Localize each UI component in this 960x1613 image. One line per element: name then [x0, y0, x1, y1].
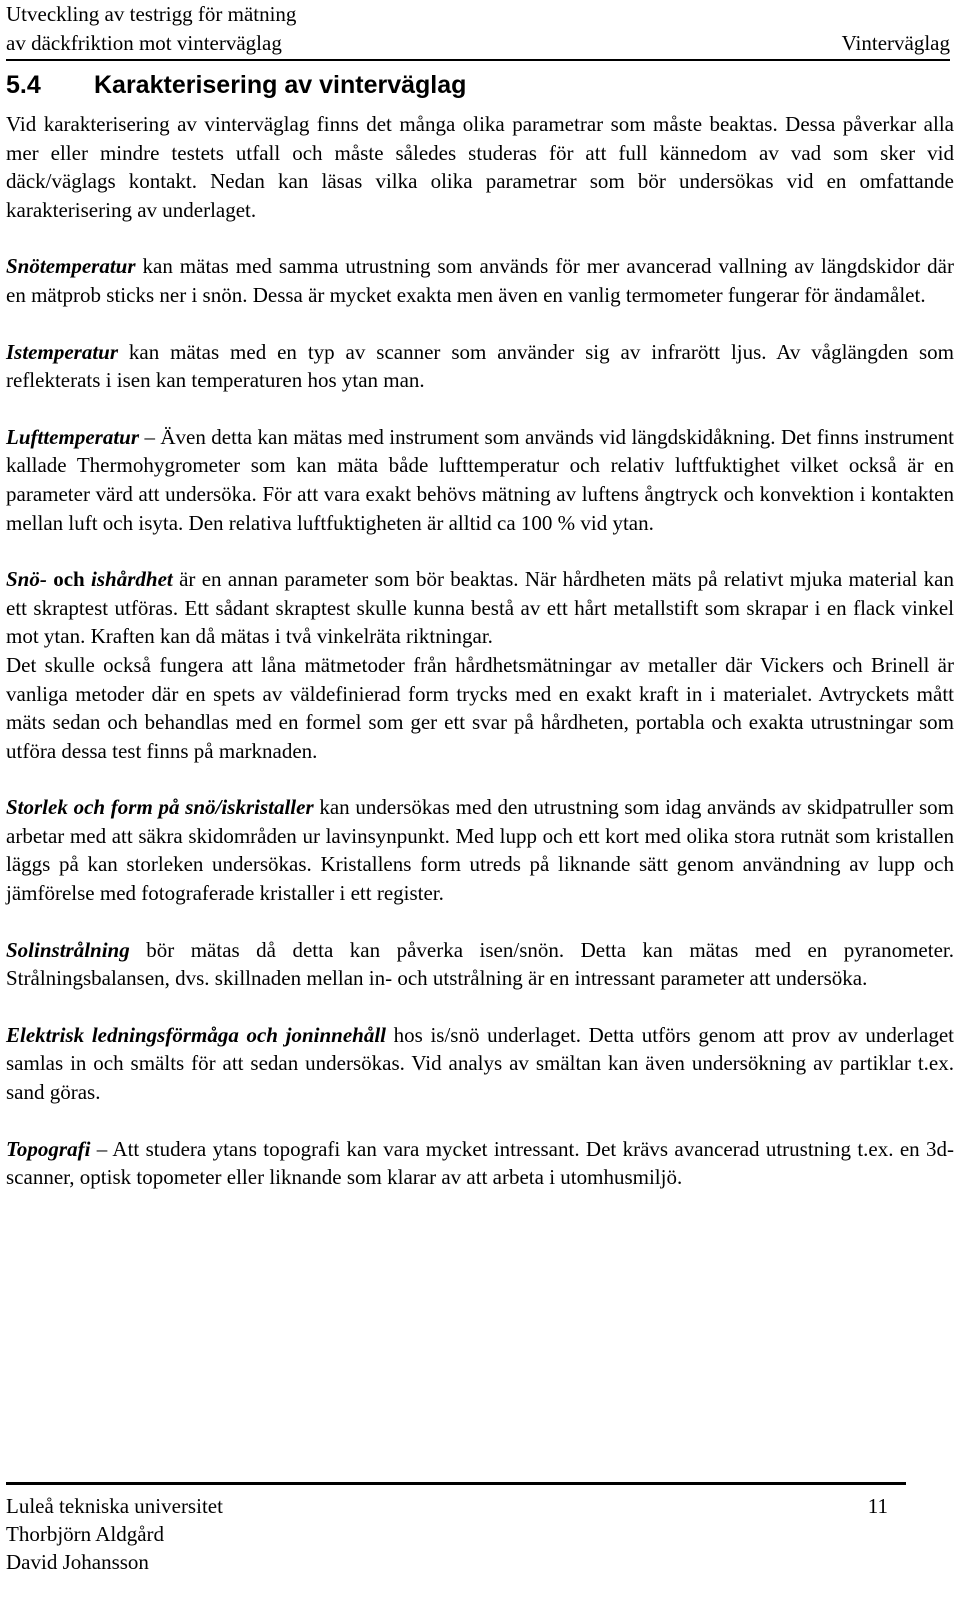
paragraph-snow-temperature [6, 252, 954, 309]
paragraph-conductivity [6, 1021, 954, 1107]
text-crystals: kan undersökas med den utrustning som idag används av skidpatruller som arbetar med att säkra skidområden ur lavinsynpunkt. Med lupp och ett kort med olika stora rutnät som kristallen läggs på kan storleken undersökas. Kristallens form utreds på liknande sätt genom användning av lupp och jämförelse med fotograferade kristaller i ett register. [6, 795, 954, 906]
text-hardness: är en annan parameter som bör beaktas. När hårdheten mäts på relativt mjuka material kan ett skraptest utföras. Ett sådant skraptest skulle kunna bestå av ett hårt metallstift som skrapar i en flack vinkel mot ytan. Kraften kan då mätas i två vinkelräta riktningar. [6, 567, 955, 649]
header-chapter: Vinterväglag [841, 31, 950, 55]
paragraph-air-temperature [6, 423, 954, 537]
header-title-line-1: Utveckling av testrigg för mätning [6, 2, 297, 26]
term-topography: Topografi [6, 1136, 91, 1161]
text-air-temperature: – Även detta kan mätas med instrument som används vid längdskidåkning. Det finns instrument kallade Thermohygrometer som kan mäta både lufttemperatur och relativ luftfuktighet vilket också är en parameter värd att undersöka. För att vara exakt behövs mätning av luftens ångtryck och konvektion i kontakten mellan luft och isyta. Den relativa luftfuktigheten är alltid ca 100 % vid ytan. [6, 424, 954, 535]
paragraph-radiation [6, 936, 954, 993]
term-snow-hardness: Snö- [6, 567, 47, 592]
paragraph-hardness [6, 565, 954, 651]
text-ice-temperature: kan mätas med en typ av scanner som använder sig av infrarött ljus. Av våglängden som reflekterats i isen kan temperaturen hos ytan man. [6, 339, 954, 393]
page-footer [6, 1482, 906, 1576]
page-number: 11 [867, 1494, 888, 1518]
text-radiation: bör mätas då detta kan påverka isen/snön. Detta kan mätas med en pyranometer. Strålningsbalansen, dvs. skillnaden mellan in- och utstrålning är en intressant parameter att undersöka. [6, 937, 954, 991]
text-snow-temperature: kan mätas med samma utrustning som används för mer avancerad vallning av längdskidor där en mätprob sticks ner i snön. Dessa är mycket exakta men även en vanlig termometer fungerar för ändamålet. [6, 254, 954, 307]
paragraph-topography [6, 1135, 954, 1192]
text-conductivity: hos is/snö underlaget. Detta utförs genom att prov av underlaget samlas in och smälts för att sedan undersökas. Vid analys av smältan kan även undersökning av partiklar t.ex. sand göras. [6, 1022, 954, 1105]
section-heading [6, 70, 466, 100]
term-ice-hardness: ishårdhet [91, 567, 173, 592]
footer-institution: Luleå tekniska universitet [6, 1494, 223, 1518]
paragraph-crystals [6, 793, 954, 907]
running-header [6, 0, 950, 61]
document-page [6, 0, 956, 1613]
footer-author-1: Thorbjörn Aldgård [6, 1522, 165, 1546]
term-crystals: Storlek och form på snö/iskristaller [6, 795, 314, 820]
paragraph-intro: Vid karakterisering av vinterväglag finns det många olika parametrar som måste beaktas. Dessa påverkar alla mer eller mindre testets utfall och måste således studeras för att full kännedom av vad som sker vid däck/väglags kontakt. Nedan kan läsas vilka olika parametrar som bör undersökas vid en omfattande karakterisering av underlaget. [6, 112, 954, 222]
term-snow-temperature: Snötemperatur [6, 254, 136, 279]
term-ice-temperature: Istemperatur [6, 339, 119, 364]
term-air-temperature: Lufttemperatur [6, 424, 140, 449]
header-title-line-2: av däckfriktion mot vinterväglag [6, 31, 282, 55]
section-number: 5.4 [6, 71, 41, 99]
paragraph-hardness-continued: Det skulle också fungera att låna mätmetoder från hårdhetsmätningar av metaller där Vickers och Brinell är vanliga metoder där en spets av väldefinierad form trycks med en exakt kraft in i materialet. Avtryckets mått mäts sedan och behandlas med en formel som ger ett svar på hårdheten, portabla och exakta utrustningar som utföra dessa test finns på marknaden. [6, 652, 954, 763]
footer-author-2: David Johansson [6, 1550, 149, 1574]
text-topography: – Att studera ytans topografi kan vara mycket intressant. Det krävs avancerad utrustning t.ex. en 3d-scanner, optisk topometer eller liknande som klarar av att arbeta i utomhusmiljö. [6, 1136, 954, 1190]
term-connector: och [46, 567, 92, 592]
term-radiation: Solinstrålning [6, 937, 130, 962]
paragraph-ice-temperature [6, 338, 954, 395]
term-conductivity: Elektrisk ledningsförmåga och joninnehåll [6, 1022, 386, 1047]
body-text [6, 110, 954, 1192]
section-title: Karakterisering av vinterväglag [94, 71, 467, 99]
